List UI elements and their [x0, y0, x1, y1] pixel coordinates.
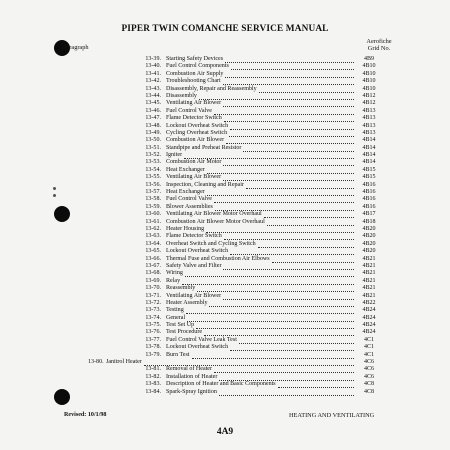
toc-entry	[0, 145, 450, 152]
paragraph-number: 13-74.	[145, 314, 161, 321]
toc-entry	[0, 108, 450, 115]
paragraph-number: 13-76.	[145, 329, 161, 336]
paragraph-number: 13-44.	[145, 92, 161, 99]
toc-entry	[0, 285, 450, 292]
entry-title: Fuel Control Valve	[166, 107, 212, 114]
paragraph-number: 13-54.	[145, 166, 161, 173]
paragraph-number: 13-46.	[145, 107, 161, 114]
toc-entry	[0, 315, 450, 322]
toc-entry	[0, 352, 450, 359]
entry-title: Blower Assemblies	[166, 203, 213, 210]
toc-entry	[0, 329, 450, 336]
entry-title: Wiring	[166, 270, 183, 277]
toc-entry	[0, 256, 450, 263]
toc-entry	[0, 226, 450, 233]
grid-number: 4B21	[362, 285, 376, 292]
entry-title: Troubleshooting Chart	[166, 78, 221, 85]
entry-title: Ventilating Air Blower Motor Overhaul	[166, 211, 262, 218]
toc-entry	[0, 263, 450, 270]
toc-entry	[0, 359, 450, 366]
grid-number: 4B17	[362, 211, 376, 218]
paragraph-number: 13-40.	[145, 63, 161, 70]
page-title: PIPER TWIN COMANCHE SERVICE MANUAL	[121, 24, 329, 34]
toc-entry	[0, 56, 450, 63]
toc-entry	[0, 63, 450, 70]
page-number: 4A9	[216, 427, 234, 437]
toc-entry	[0, 100, 450, 107]
dot-leader	[219, 394, 354, 396]
paragraph-number: 13-69.	[145, 277, 161, 284]
toc-entry	[0, 211, 450, 218]
entry-title: Overheat Switch and Cycling Switch	[166, 240, 256, 247]
entry-title: Combustion Air Motor	[166, 159, 222, 166]
grid-number: 4C8	[363, 388, 375, 395]
paragraph-number: 13-75.	[145, 322, 161, 329]
grid-number: 4C6	[363, 366, 375, 373]
toc-entry	[0, 78, 450, 85]
table-of-contents	[0, 56, 450, 396]
paragraph-number: 13-49.	[145, 129, 161, 136]
toc-entry	[0, 196, 450, 203]
paragraph-number: 13-77.	[145, 336, 161, 343]
entry-title: Spark-Spray Ignition	[166, 388, 217, 395]
entry-title: Combustion Air Blower	[166, 137, 225, 144]
paragraph-number: 13-56.	[145, 181, 161, 188]
toc-entry	[0, 130, 450, 137]
grid-number: 4B18	[362, 218, 376, 225]
entry-title: Safety Valve and Filter	[166, 262, 222, 269]
toc-entry	[0, 270, 450, 277]
paragraph-number: 13-42.	[145, 78, 161, 85]
grid-number: 4B10	[362, 70, 376, 77]
grid-number: 4C6	[363, 359, 375, 366]
paragraph-number: 13-55.	[145, 174, 161, 181]
grid-number: 4B16	[362, 189, 376, 196]
toc-entry	[0, 115, 450, 122]
toc-entry	[0, 241, 450, 248]
grid-number: 4B21	[362, 255, 376, 262]
entry-title: Ventilating Air Blower	[166, 292, 222, 299]
grid-number: 4B14	[362, 159, 376, 166]
entry-title: Lockout Overheat Switch	[166, 248, 229, 255]
toc-entry	[0, 174, 450, 181]
toc-entry	[0, 293, 450, 300]
paragraph-number: 13-70.	[145, 285, 161, 292]
paragraph-number: 13-62.	[145, 225, 161, 232]
entry-title: Test Set Up	[166, 322, 195, 329]
paragraph-number: 13-79.	[145, 351, 161, 358]
grid-number: 4B20	[362, 248, 376, 255]
aerofiche-label: Aerofiche	[366, 38, 392, 45]
toc-entry	[0, 219, 450, 226]
grid-number: 4B10	[362, 63, 376, 70]
paragraph-column-label: Paragraph	[63, 44, 89, 51]
toc-entry	[0, 337, 450, 344]
entry-title: Description of Heater and Basic Components	[166, 381, 276, 388]
entry-title: Lockout Overheat Switch	[166, 122, 229, 129]
grid-number: 4B13	[362, 129, 376, 136]
toc-entry	[0, 307, 450, 314]
paragraph-number: 13-43.	[145, 85, 161, 92]
grid-number: 4B9	[363, 56, 375, 62]
paragraph-number: 13-67.	[145, 262, 161, 269]
toc-entry	[0, 366, 450, 373]
grid-number: 4B13	[362, 122, 376, 129]
grid-number: 4B12	[362, 100, 376, 107]
paragraph-number: 13-53.	[145, 159, 161, 166]
toc-entry	[0, 233, 450, 240]
entry-title: Flame Detector Switch	[166, 233, 222, 240]
entry-title: Heat Exchanger	[166, 166, 205, 173]
grid-number: 4B16	[362, 181, 376, 188]
grid-number: 4B12	[362, 92, 376, 99]
entry-title: Disassembly, Repair and Reassembly	[166, 85, 257, 92]
entry-title: Flame Detector Switch	[166, 115, 222, 122]
entry-title: Combustion Air Blower Motor Overhaul	[166, 218, 265, 225]
paragraph-number: 13-60.	[145, 211, 161, 218]
paragraph-number: 13-63.	[145, 233, 161, 240]
grid-number: 4B13	[362, 115, 376, 122]
toc-entry	[0, 167, 450, 174]
toc-entry	[0, 137, 450, 144]
section-name: HEATING AND VENTILATING	[289, 412, 375, 419]
entry-title: Janitrol Heater	[106, 359, 142, 366]
grid-number: 4B10	[362, 85, 376, 92]
revision-date: Revised: 10/1/98	[64, 412, 107, 418]
paragraph-number: 13-64.	[145, 240, 161, 247]
entry-title: Igniter	[166, 152, 183, 159]
paragraph-number: 13-73.	[145, 307, 161, 314]
grid-number-label: Grid No.	[367, 45, 391, 53]
grid-number: 4B24	[362, 322, 376, 329]
entry-title: Fuel Control Components	[166, 63, 229, 70]
entry-title: Reassembly	[166, 285, 196, 292]
entry-title: Fuel Control Valve	[166, 196, 212, 203]
grid-number: 4B21	[362, 292, 376, 299]
entry-title: Cycling Overheat Switch	[166, 129, 228, 136]
entry-title: Combustion Air Supply	[166, 70, 224, 77]
entry-title: Disassembly	[166, 92, 197, 99]
entry-title: Ventilating Air Blower	[166, 100, 222, 107]
paragraph-number: 13-72.	[145, 299, 161, 306]
paragraph-number: 13-82.	[145, 373, 161, 380]
toc-entry	[0, 159, 450, 166]
paragraph-number: 13-41.	[145, 70, 161, 77]
toc-entry	[0, 182, 450, 189]
grid-number: 4C1	[363, 344, 375, 351]
grid-number: 4B20	[362, 225, 376, 232]
paragraph-number: 13-39.	[145, 56, 161, 62]
toc-entry	[0, 248, 450, 255]
paragraph-number: 13-81.	[145, 366, 161, 373]
entry-title: Thermal Fuse and Combustion Air Elbows	[166, 255, 270, 262]
toc-entry	[0, 322, 450, 329]
entry-title: Heat Exchanger	[166, 189, 205, 196]
entry-title: Installation of Heater	[166, 373, 218, 380]
grid-number: 4C1	[363, 336, 375, 343]
paragraph-number: 13-66.	[145, 255, 161, 262]
aerofiche-column-label	[354, 38, 404, 53]
entry-title: Standpipe and Preheat Resistor	[166, 144, 242, 151]
grid-number: 4B22	[362, 299, 376, 306]
toc-entry	[0, 152, 450, 159]
toc-entry	[0, 123, 450, 130]
paragraph-number: 13-47.	[145, 115, 161, 122]
paragraph-number: 13-52.	[145, 152, 161, 159]
entry-title: Test Procedure	[166, 329, 203, 336]
grid-number: 4B21	[362, 277, 376, 284]
grid-number: 4B10	[362, 78, 376, 85]
grid-number: 4B14	[362, 152, 376, 159]
paragraph-number: 13-65.	[145, 248, 161, 255]
paragraph-number: 13-45.	[145, 100, 161, 107]
grid-number: 4B24	[362, 329, 376, 336]
entry-title: Heater Assembly	[166, 299, 208, 306]
entry-title: Starting Safety Devices	[166, 56, 224, 62]
grid-number: 4B21	[362, 270, 376, 277]
grid-number: 4C1	[363, 351, 375, 358]
paragraph-number: 13-68.	[145, 270, 161, 277]
entry-title: Removal of Heater	[166, 366, 213, 373]
grid-number: 4B14	[362, 144, 376, 151]
toc-entry	[0, 344, 450, 351]
toc-entry	[0, 204, 450, 211]
paragraph-number: 13-83.	[145, 381, 161, 388]
paragraph-number: 13-84.	[145, 388, 161, 395]
paragraph-number: 13-48.	[145, 122, 161, 129]
entry-title: Relay	[166, 277, 181, 284]
paragraph-number: 13-71.	[145, 292, 161, 299]
paragraph-number: 13-50.	[145, 137, 161, 144]
entry-title: Lockout Overheat Switch	[166, 344, 229, 351]
toc-entry	[0, 381, 450, 388]
grid-number: 4B16	[362, 196, 376, 203]
grid-number: 4B13	[362, 107, 376, 114]
grid-number: 4B15	[362, 174, 376, 181]
entry-title: Ventilating Air Blower	[166, 174, 222, 181]
paragraph-number: 13-51.	[145, 144, 161, 151]
grid-number: 4B24	[362, 314, 376, 321]
grid-number: 4B14	[362, 137, 376, 144]
paragraph-number: 13-61.	[145, 218, 161, 225]
entry-title: Inspection, Cleaning and Repair	[166, 181, 244, 188]
grid-number: 4B15	[362, 166, 376, 173]
paragraph-number: 13-78.	[145, 344, 161, 351]
toc-entry	[0, 86, 450, 93]
grid-number: 4B21	[362, 262, 376, 269]
toc-entry	[0, 300, 450, 307]
toc-entry	[0, 93, 450, 100]
toc-entry	[0, 71, 450, 78]
grid-number: 4B20	[362, 240, 376, 247]
grid-number: 4C8	[363, 381, 375, 388]
toc-entry	[0, 389, 450, 396]
entry-title: Testing	[166, 307, 184, 314]
grid-number: 4B16	[362, 203, 376, 210]
toc-entry	[0, 189, 450, 196]
paragraph-number: 13-58.	[145, 196, 161, 203]
entry-title: Fuel Control Valve Leak Test	[166, 336, 237, 343]
entry-title: Heater Housing	[166, 225, 205, 232]
toc-entry	[0, 278, 450, 285]
entry-title: Burn Test	[166, 351, 190, 358]
paragraph-number: 13-59.	[145, 203, 161, 210]
grid-number: 4C6	[363, 373, 375, 380]
entry-title: General	[166, 314, 186, 321]
paragraph-number: 13-80.	[88, 359, 104, 366]
grid-number: 4B24	[362, 307, 376, 314]
paragraph-number: 13-57.	[145, 189, 161, 196]
grid-number: 4B20	[362, 233, 376, 240]
